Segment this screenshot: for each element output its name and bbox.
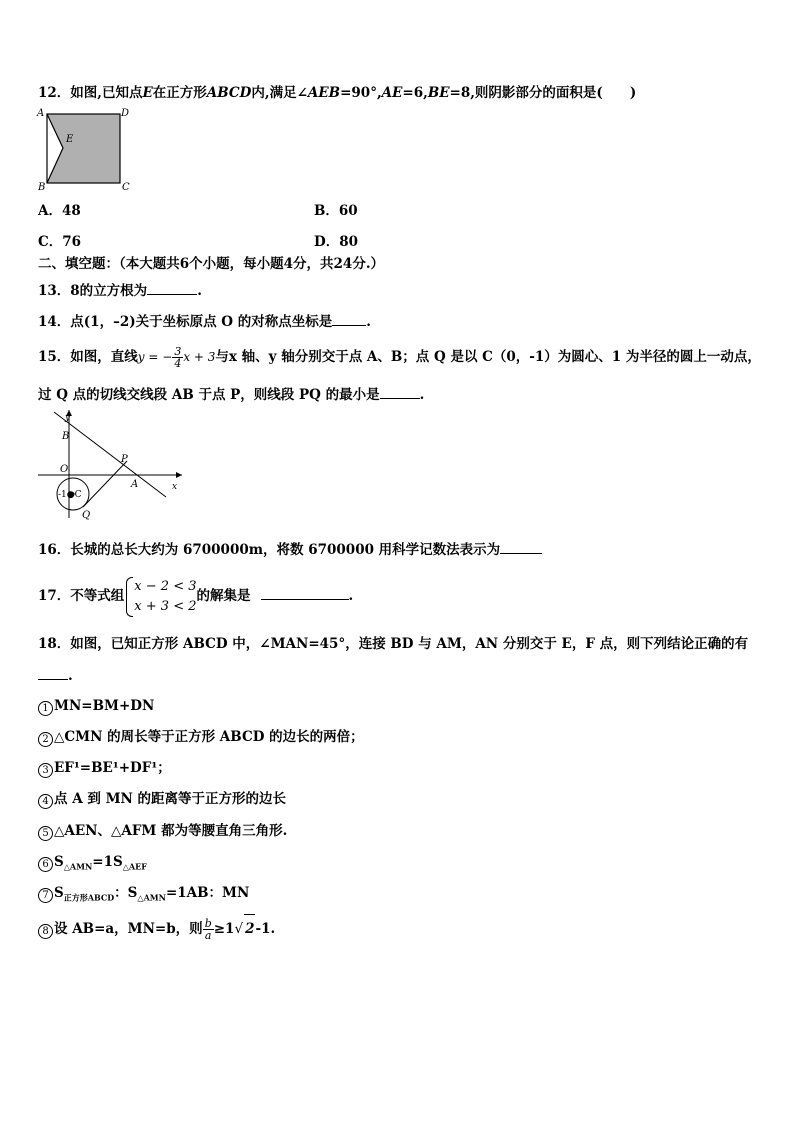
q17-answer-blank [261, 587, 349, 600]
label-b: B [38, 182, 46, 192]
label-c: -1●C [58, 490, 82, 500]
label-p: P [121, 454, 128, 465]
inequality-system: x − 2 < 3 x + 3 < 2 [126, 577, 196, 617]
label-a: A [131, 479, 139, 490]
label-a: A [37, 108, 45, 119]
tangent-pq [83, 461, 127, 507]
line-ab [54, 412, 166, 497]
q18-item-2: 2 △CMN 的周长等于正方形 ABCD 的边长的两倍； [38, 728, 364, 747]
q16: 16．长城的总长大约为 6700000m，将数 6700000 用科学记数法表示为 [38, 541, 542, 559]
q15-answer-blank [380, 386, 420, 399]
q12-option-c: C．76 [38, 234, 82, 250]
q14: 14．点(1，–2)关于坐标原点 O 的对称点坐标是 . [38, 314, 371, 330]
q13-answer-blank [147, 282, 197, 295]
q15-line2: 过 Q 点的切线交线段 AB 于点 P，则线段 PQ 的最小是 . [38, 387, 425, 403]
label-o: O [60, 464, 69, 475]
q12-option-d: D．80 [314, 234, 358, 250]
label-x: x [172, 482, 178, 492]
q13: 13．8的立方根为 . [38, 283, 202, 299]
q12-option-b: B．60 [314, 203, 358, 219]
q18-stem: 18．如图，已知正方形 ABCD 中，∠MAN=45°，连接 BD 与 AM，AN 分别交于 E，F 点，则下列结论正确的有 [38, 636, 749, 652]
q16-answer-blank [500, 541, 542, 554]
q18-item-5: 5 △AEN、△AFM 都为等腰直角三角形. [38, 822, 287, 841]
q18-item-1: 1 MN=BM+DN [38, 697, 154, 716]
q14-answer-blank [332, 313, 366, 326]
q18-item-6: 6 $S_{\triangle AMN}=1S_{\triangle AEF}$ [38, 853, 147, 876]
q18-item-3: 3 EF¹=BE¹+DF¹； [38, 759, 171, 778]
q18-item-8: 8 设 AB=a，MN=b，则 $\frac{b}{a}$ ≥1√ 2-1. [38, 914, 275, 942]
q18-item-4: 4 点 A 到 MN 的距离等于正方形的边长 [38, 790, 286, 809]
label-b: B [62, 431, 70, 442]
q12-stem: 12．如图,已知点E在正方形ABCD内,满足∠AEB=90°,AE=6,BE=8,则阴影部分的面积是( ) [38, 85, 637, 101]
label-e: E [66, 134, 74, 145]
label-d: D [121, 108, 130, 119]
q15-coordinate-figure [36, 406, 186, 522]
label-y: y [65, 413, 71, 423]
q17: 17．不等式组 x − 2 < 3 x + 3 < 2 的解集是 . [38, 573, 353, 619]
q15-line1: 15．如图，直线y = − $\frac{3}{4}$ x + 3与x 轴、y 轴分别交于点 A、B；点 Q 是以 C（0，-1）为圆心、1 为半径的圆上一动点， [38, 345, 761, 370]
q18-stem-cont: . [38, 667, 73, 685]
label-q: Q [82, 510, 91, 521]
section-heading: 二、填空题：（本大题共6个小题，每小题4分，共24分.） [38, 256, 385, 272]
shaded-region [47, 114, 120, 183]
label-c: C [122, 182, 130, 192]
q18-answer-blank [38, 667, 68, 680]
q18-item-7: 7 $S_{正方形ABCD}$：$S_{\triangle AMN}=1AB$：MN [38, 884, 249, 907]
q12-option-a: A．48 [38, 203, 81, 219]
x-axis-arrow-icon [176, 472, 182, 478]
q12-square-figure [36, 106, 132, 192]
